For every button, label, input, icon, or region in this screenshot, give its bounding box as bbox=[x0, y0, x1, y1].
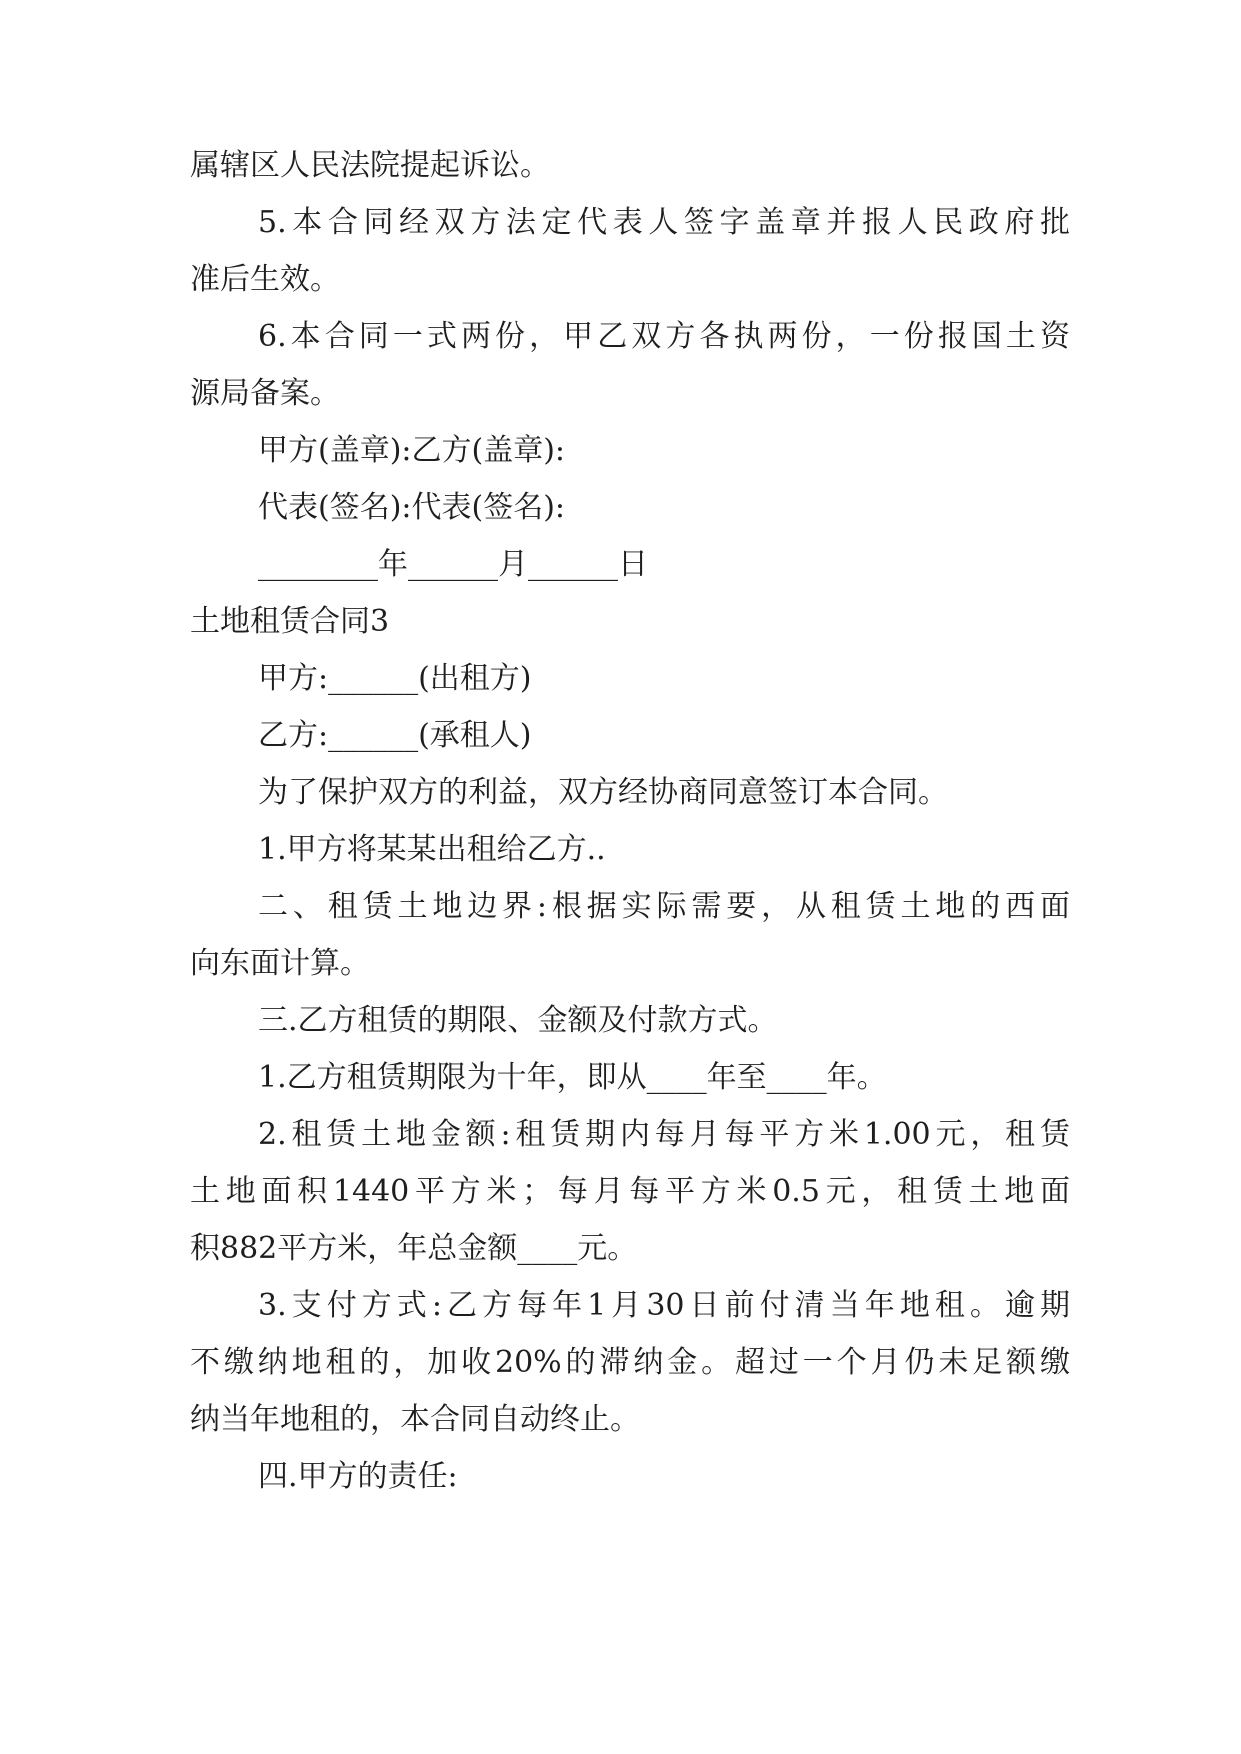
text-line: 纳当年地租的，本合同自动终止。 bbox=[190, 1402, 640, 1437]
text-line: 土地面积1440平方米；每月每平方米0.5元，租赁土地面 bbox=[190, 1174, 1070, 1209]
text-line: 3.支付方式:乙方每年1月30日前付清当年地租。逾期 bbox=[258, 1288, 1070, 1323]
text-line: 2.租赁土地金额:租赁期内每月每平方米1.00元，租赁 bbox=[258, 1117, 1070, 1152]
text-line: 甲方:______(出租方) bbox=[258, 661, 532, 696]
text-line: 源局备案。 bbox=[190, 376, 340, 411]
text-line: 1.甲方将某某出租给乙方.. bbox=[258, 832, 606, 867]
text-line: 不缴纳地租的，加收20%的滞纳金。超过一个月仍未足额缴 bbox=[190, 1345, 1070, 1380]
text-line: 为了保护双方的利益，双方经协商同意签订本合同。 bbox=[258, 775, 948, 810]
section-title: 土地租赁合同3 bbox=[190, 604, 390, 639]
text-line: 积882平方米，年总金额____元。 bbox=[190, 1231, 638, 1266]
text-line: 代表(签名):代表(签名): bbox=[258, 490, 566, 525]
text-line: 四.甲方的责任: bbox=[258, 1459, 458, 1494]
text-line: 向东面计算。 bbox=[190, 946, 370, 981]
text-line: 乙方:______(承租人) bbox=[258, 718, 532, 753]
text-line: 5.本合同经双方法定代表人签字盖章并报人民政府批 bbox=[258, 205, 1070, 240]
text-line: 甲方(盖章):乙方(盖章): bbox=[258, 433, 566, 468]
date-line: ________年______月______日 bbox=[258, 547, 648, 582]
text-line: 6.本合同一式两份，甲乙双方各执两份，一份报国土资 bbox=[258, 319, 1070, 354]
text-line: 二、租赁土地边界:根据实际需要，从租赁土地的西面 bbox=[258, 889, 1070, 924]
text-line: 1.乙方租赁期限为十年，即从____年至____年。 bbox=[258, 1060, 887, 1095]
text-line: 三.乙方租赁的期限、金额及付款方式。 bbox=[258, 1003, 778, 1038]
text-line: 属辖区人民法院提起诉讼。 bbox=[190, 148, 550, 183]
text-line: 准后生效。 bbox=[190, 262, 340, 297]
